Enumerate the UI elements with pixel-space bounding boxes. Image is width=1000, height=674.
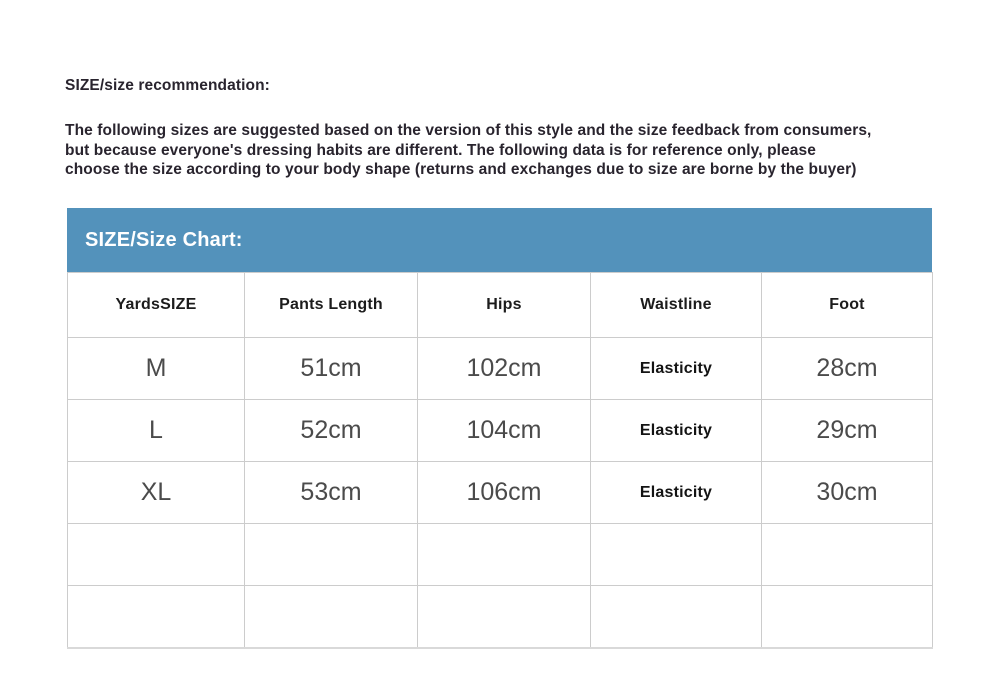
size-chart-table xyxy=(67,272,933,649)
pants-length-cell: 51cm xyxy=(245,338,418,400)
size-recommendation-paragraph xyxy=(65,121,955,180)
foot-cell: 30cm xyxy=(762,462,933,524)
table-row-xl xyxy=(68,462,933,524)
foot-cell: 28cm xyxy=(762,338,933,400)
table-row-m xyxy=(68,338,933,400)
hips-cell: 104cm xyxy=(418,400,591,462)
waistline-cell xyxy=(591,524,762,586)
waistline-cell: Elasticity xyxy=(591,462,762,524)
size-cell: XL xyxy=(68,462,245,524)
paragraph-line: but because everyone's dressing habits are different. The following data is for reference only, please xyxy=(65,141,816,159)
size-cell: L xyxy=(68,400,245,462)
table-row-l xyxy=(68,400,933,462)
size-cell xyxy=(68,586,245,648)
hips-cell: 106cm xyxy=(418,462,591,524)
size-cell: M xyxy=(68,338,245,400)
paragraph-line: choose the size according to your body shape (returns and exchanges due to size are borne by the buyer) xyxy=(65,161,857,178)
waistline-cell: Elasticity xyxy=(591,400,762,462)
table-row-empty xyxy=(68,586,933,648)
column-header-waistline: Waistline xyxy=(591,273,762,338)
foot-cell xyxy=(762,524,933,586)
paragraph-line: The following sizes are suggested based on the version of this style and the size feedback from consumers, xyxy=(65,122,872,139)
hips-cell xyxy=(418,524,591,586)
pants-length-cell xyxy=(245,586,418,648)
waistline-cell: Elasticity xyxy=(591,338,762,400)
pants-length-cell: 52cm xyxy=(245,400,418,462)
column-header-pants-length: Pants Length xyxy=(245,273,418,338)
column-header-hips: Hips xyxy=(418,273,591,338)
pants-length-cell: 53cm xyxy=(245,462,418,524)
foot-cell xyxy=(762,586,933,648)
size-chart-title: SIZE/Size Chart: xyxy=(85,228,243,251)
size-recommendation-heading: SIZE/size recommendation: xyxy=(65,77,270,94)
size-chart-title-bar xyxy=(67,208,932,272)
waistline-cell xyxy=(591,586,762,648)
foot-cell: 29cm xyxy=(762,400,933,462)
header-row xyxy=(68,273,933,338)
column-header-yards-size: YardsSIZE xyxy=(68,273,245,338)
hips-cell: 102cm xyxy=(418,338,591,400)
size-cell xyxy=(68,524,245,586)
hips-cell xyxy=(418,586,591,648)
pants-length-cell xyxy=(245,524,418,586)
table-row-empty xyxy=(68,524,933,586)
column-header-foot: Foot xyxy=(762,273,933,338)
